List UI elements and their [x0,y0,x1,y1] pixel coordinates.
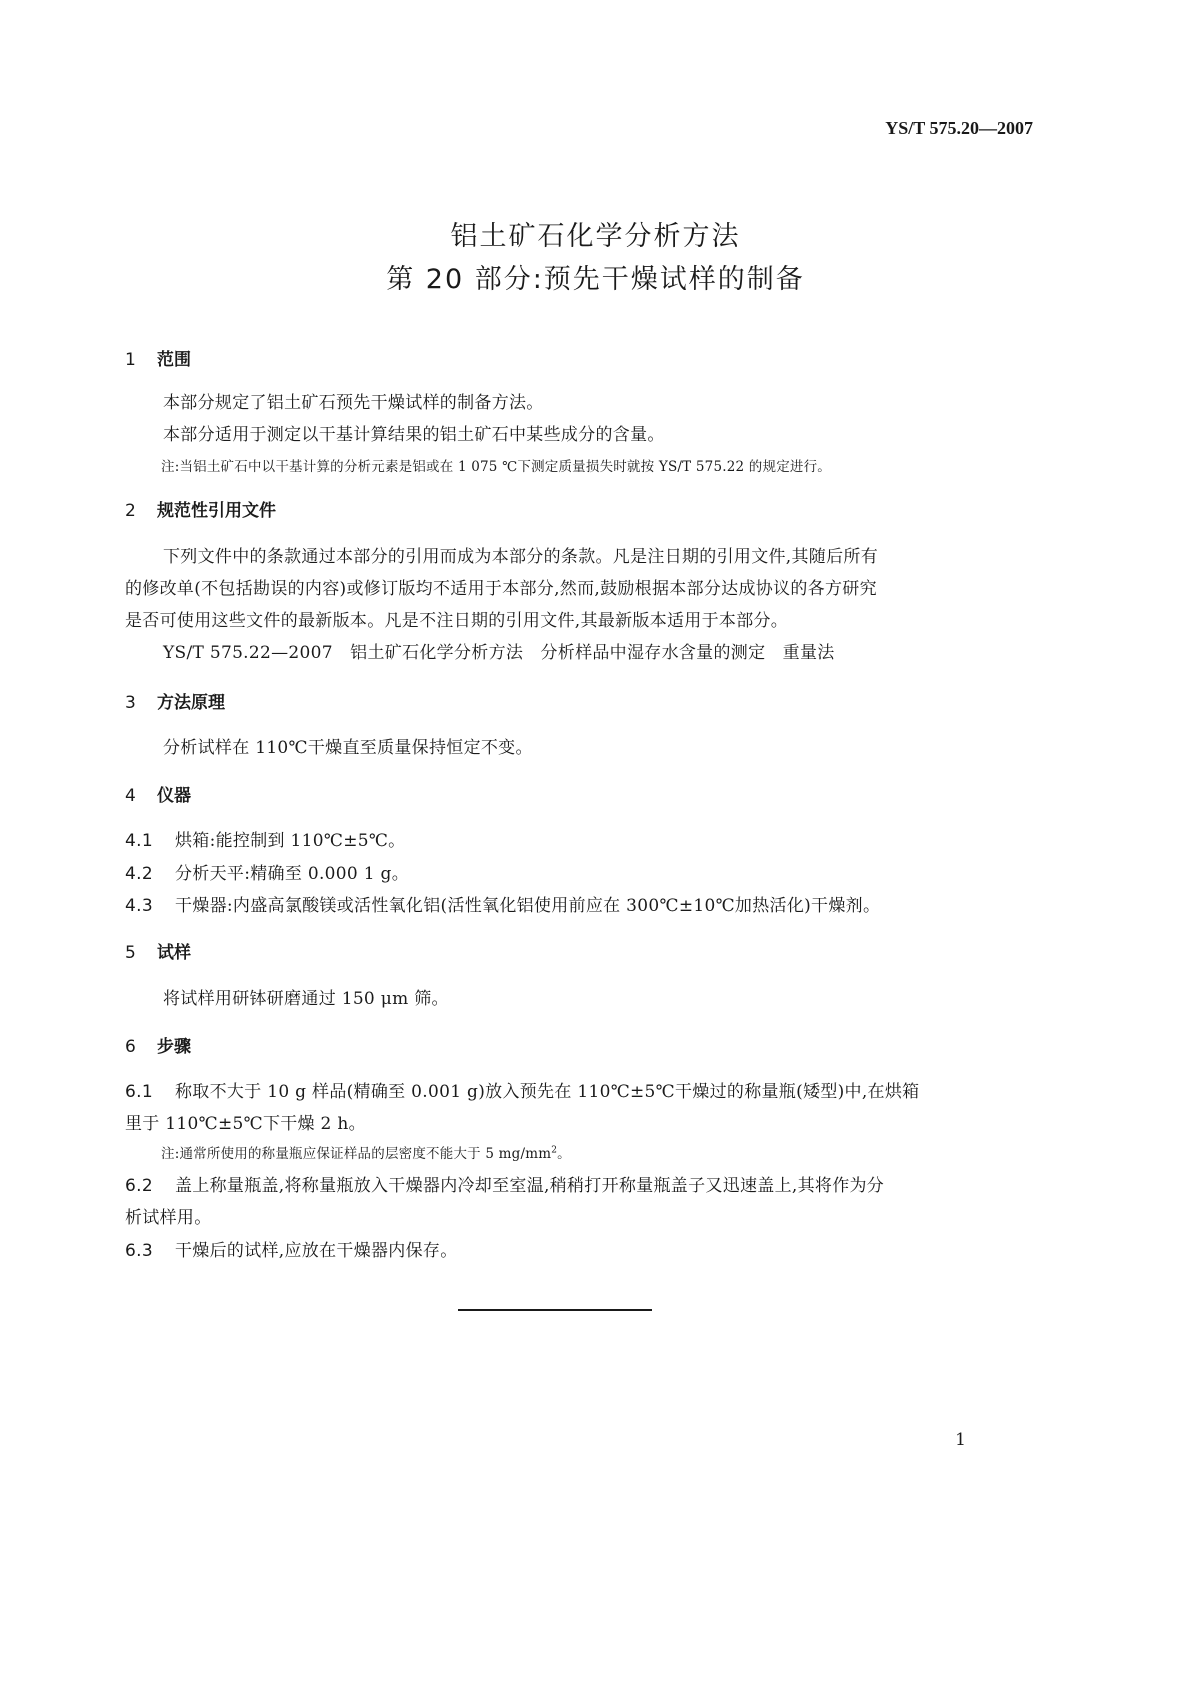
section-6-heading [125,1032,191,1057]
item-number: 6.1 [125,1082,153,1102]
note-text: 注:通常所使用的称量瓶应保证样品的层密度不能大于 5 mg/mm [161,1146,552,1162]
section-1-heading [125,345,191,370]
list-item [125,1236,458,1261]
section-title: 方法原理 [157,693,225,713]
note [161,1142,571,1162]
section-5-heading [125,938,191,963]
list-item [125,891,880,916]
item-text: 干燥后的试样,应放在干燥器内保存。 [175,1241,458,1261]
section-number: 3 [125,693,136,713]
item-text: 干燥器:内盛高氯酸镁或活性氧化铝(活性氧化铝使用前应在 300℃±10℃加热活化)干燥剂。 [175,896,881,916]
item-text: 称取不大于 10 g 样品(精确至 0.001 g)放入预先在 110℃±5℃干燥过的称量瓶(矮型)中,在烘箱 [175,1082,920,1102]
section-3-heading [125,688,225,713]
list-item-continuation: 析试样用。 [125,1208,212,1228]
section-number: 2 [125,501,136,521]
page-number: 1 [955,1430,966,1450]
paragraph: 分析试样在 110℃干燥直至质量保持恒定不变。 [163,738,533,758]
paragraph-line: 下列文件中的条款通过本部分的引用而成为本部分的条款。凡是注日期的引用文件,其随后所有 [163,547,879,567]
document-title: 铝土矿石化学分析方法 [450,221,741,252]
list-item-continuation: 里于 110℃±5℃下干燥 2 h。 [125,1114,366,1134]
section-number: 5 [125,943,136,963]
standard-code: YS/T 575.20—2007 [885,118,1033,138]
section-title: 试样 [157,943,191,963]
list-item [125,1171,884,1196]
item-number: 4.3 [125,896,153,916]
end-divider [458,1309,652,1311]
paragraph: 本部分适用于测定以干基计算结果的铝土矿石中某些成分的含量。 [163,425,665,445]
section-number: 4 [125,786,136,806]
section-number: 6 [125,1037,136,1057]
paragraph: 本部分规定了铝土矿石预先干燥试样的制备方法。 [163,393,544,413]
section-2-heading [125,496,276,521]
item-number: 4.2 [125,864,153,884]
section-title: 范围 [157,350,191,370]
note-superscript: 2 [551,1145,558,1156]
item-text: 分析天平:精确至 0.000 1 g。 [175,864,410,884]
section-4-heading [125,781,191,806]
list-item [125,859,409,884]
item-text: 烘箱:能控制到 110℃±5℃。 [175,831,406,851]
section-title: 规范性引用文件 [157,501,276,521]
item-number: 6.3 [125,1241,153,1261]
section-number: 1 [125,350,136,370]
item-text: 盖上称量瓶盖,将称量瓶放入干燥器内冷却至室温,稍稍打开称量瓶盖子又迅速盖上,其将作为分 [175,1176,885,1196]
paragraph-line: 的修改单(不包括勘误的内容)或修订版均不适用于本部分,然而,鼓励根据本部分达成协议的各方研究 [125,579,877,599]
paragraph-line: 是否可使用这些文件的最新版本。凡是不注日期的引用文件,其最新版本适用于本部分。 [125,611,789,631]
list-item [125,1077,919,1102]
item-number: 4.1 [125,831,153,851]
item-number: 6.2 [125,1176,153,1196]
section-title: 仪器 [157,786,191,806]
list-item [125,826,405,851]
paragraph: 将试样用研钵研磨通过 150 μm 筛。 [163,989,449,1009]
normative-reference: YS/T 575.22—2007 铝土矿石化学分析方法 分析样品中湿存水含量的测定 重量法 [163,643,835,663]
section-title: 步骤 [157,1037,191,1057]
note: 注:当铝土矿石中以干基计算的分析元素是铝或在 1 075 ℃下测定质量损失时就按 YS/T 575.22 的规定进行。 [161,459,832,475]
document-subtitle: 第 20 部分:预先干燥试样的制备 [386,264,805,295]
note-end: 。 [557,1146,571,1162]
